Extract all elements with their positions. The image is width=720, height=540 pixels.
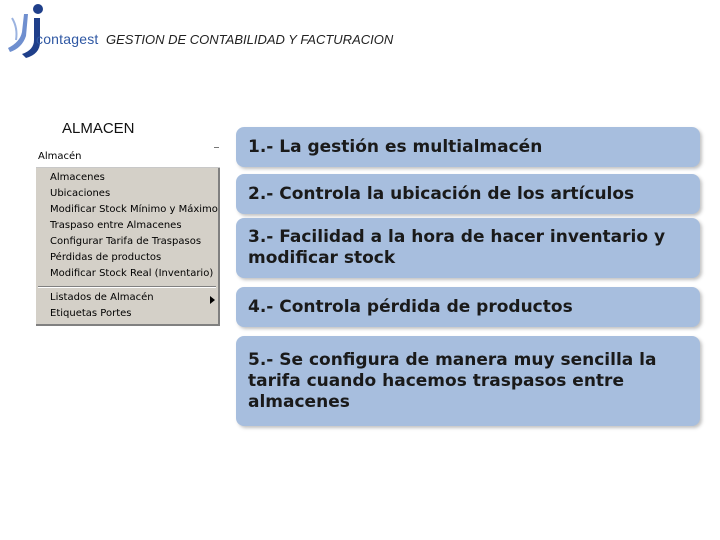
- feature-box-2: 2.- Controla la ubicación de los artículos: [236, 174, 700, 214]
- menu-item-etiquetas-portes[interactable]: Etiquetas Portes: [50, 308, 132, 319]
- menu-item-modificar-stock-min-max[interactable]: Modificar Stock Mínimo y Máximo: [50, 204, 218, 215]
- menubar[interactable]: [36, 149, 220, 168]
- page-title: GESTION DE CONTABILIDAD Y FACTURACION: [106, 32, 394, 47]
- menu-item-listados-almacen[interactable]: Listados de Almacén: [50, 292, 154, 303]
- feature-box-1: 1.- La gestión es multialmacén: [236, 127, 700, 167]
- submenu-arrow-icon: [210, 296, 215, 304]
- menubar-marker: [214, 147, 219, 148]
- section-label: ALMACEN: [62, 120, 135, 137]
- menu-item-almacenes[interactable]: Almacenes: [50, 172, 105, 183]
- menu-item-traspaso-almacenes[interactable]: Traspaso entre Almacenes: [50, 220, 182, 231]
- menu-item-perdidas-productos[interactable]: Pérdidas de productos: [50, 252, 162, 263]
- menu-item-modificar-stock-real[interactable]: Modificar Stock Real (Inventario): [50, 268, 214, 279]
- menu-separator: [38, 286, 216, 288]
- menu-item-ubicaciones[interactable]: Ubicaciones: [50, 188, 111, 199]
- feature-box-3: 3.- Facilidad a la hora de hacer inventario y modificar stock: [236, 218, 700, 278]
- almacen-dropdown-menu: [36, 168, 220, 326]
- feature-box-5: 5.- Se configura de manera muy sencilla la tarifa cuando hacemos traspasos entre almacenes: [236, 336, 700, 426]
- logo-text: contagest: [36, 31, 99, 47]
- menu-item-configurar-tarifa[interactable]: Configurar Tarifa de Traspasos: [50, 236, 202, 247]
- menu-almacen[interactable]: Almacén: [38, 151, 82, 162]
- feature-box-4: 4.- Controla pérdida de productos: [236, 287, 700, 327]
